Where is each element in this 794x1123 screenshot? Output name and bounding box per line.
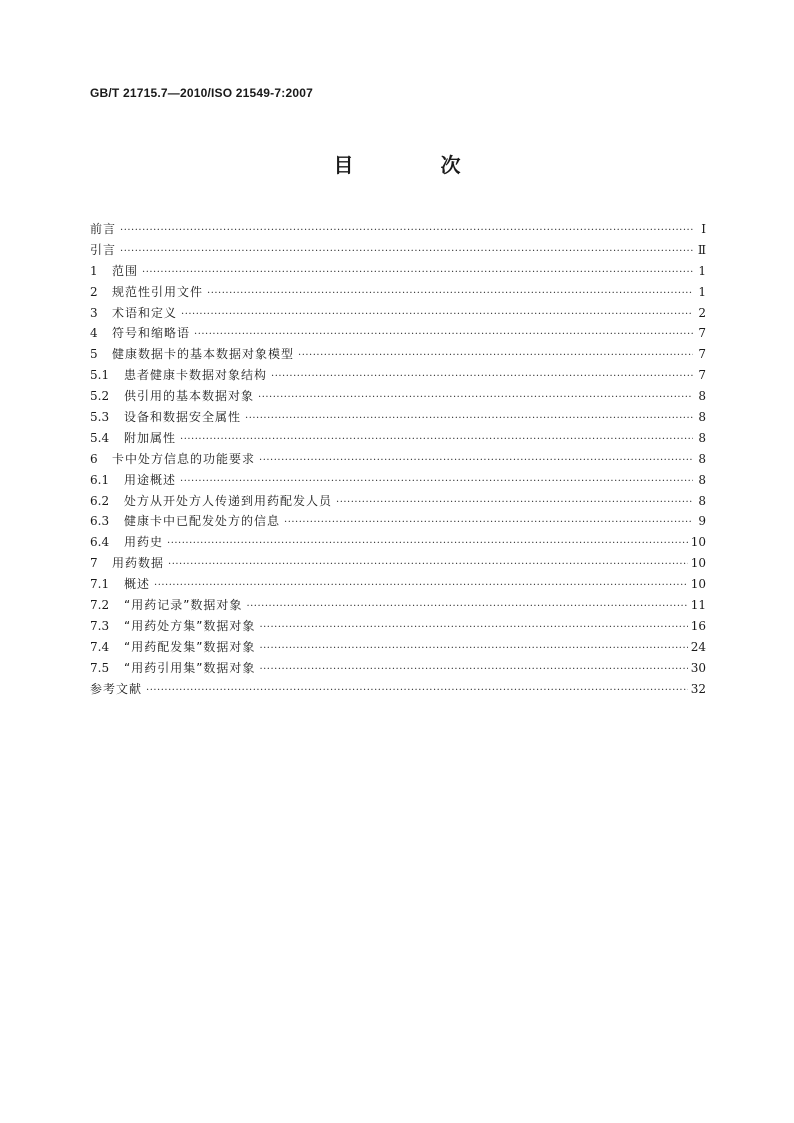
toc-entry-number: 6.3: [90, 514, 110, 529]
toc-entry-number: 1: [90, 263, 98, 278]
toc-entry-number: 6.1: [90, 472, 110, 487]
toc-entry-5-2[interactable]: [90, 386, 706, 407]
toc-entry-text: 用药数据: [112, 556, 165, 571]
toc-leader-dots: [207, 284, 693, 305]
toc-entry-text: “用药处方集”数据对象: [124, 618, 256, 633]
toc-entry-7-5[interactable]: [90, 658, 706, 679]
toc-entry-7-1[interactable]: [90, 574, 706, 595]
toc-entry-number: 7.5: [90, 660, 110, 675]
toc-leader-dots: [259, 660, 687, 681]
toc-entry-6-4[interactable]: [90, 532, 706, 553]
toc-leader-dots: [146, 681, 688, 702]
toc-leader-dots: [259, 618, 687, 639]
toc-entry-2[interactable]: [90, 282, 706, 303]
table-of-contents: [90, 219, 706, 699]
toc-entry-number: 6.4: [90, 535, 110, 550]
toc-leader-dots: [180, 472, 693, 493]
toc-entry-text: 规范性引用文件: [112, 284, 204, 299]
toc-entry-text: 参考文献: [90, 681, 143, 696]
toc-leader-dots: [120, 221, 693, 242]
toc-entry-page: 30: [690, 660, 706, 675]
toc-leader-dots: [284, 513, 693, 534]
toc-leader-dots: [336, 493, 693, 514]
toc-leader-dots: [154, 576, 688, 597]
toc-leader-dots: [167, 534, 688, 555]
toc-entry-number: 4: [90, 326, 98, 341]
toc-entry-page: 7: [698, 347, 706, 362]
toc-entry-text: 卡中处方信息的功能要求: [112, 451, 256, 466]
toc-entry-number: 5.1: [90, 368, 110, 383]
toc-entry-text: 符号和缩略语: [112, 326, 191, 341]
toc-entry-page: 10: [690, 577, 706, 592]
toc-entry-page: 1: [698, 284, 706, 299]
toc-leader-dots: [246, 597, 687, 618]
toc-leader-dots: [120, 242, 693, 263]
toc-entry-page: 9: [698, 514, 706, 529]
toc-leader-dots: [298, 346, 693, 367]
toc-entry-foreword[interactable]: [90, 219, 706, 240]
toc-entry-page: 10: [690, 556, 706, 571]
toc-entry-text: “用药记录”数据对象: [124, 598, 243, 613]
toc-entry-number: 3: [90, 305, 98, 320]
toc-entry-text: 设备和数据安全属性: [124, 410, 242, 425]
toc-entry-page: 8: [698, 451, 706, 466]
toc-entry-number: 5: [90, 347, 98, 362]
toc-entry-introduction[interactable]: [90, 240, 706, 261]
toc-entry-5-1[interactable]: [90, 365, 706, 386]
toc-entry-6-2[interactable]: [90, 491, 706, 512]
toc-entry-page: 8: [698, 472, 706, 487]
toc-leader-dots: [271, 367, 693, 388]
toc-entry-page: 8: [698, 389, 706, 404]
toc-leader-dots: [194, 325, 693, 346]
toc-entry-7-3[interactable]: [90, 616, 706, 637]
toc-entry-bibliography[interactable]: [90, 679, 706, 700]
toc-entry-number: 7.2: [90, 598, 110, 613]
toc-leader-dots: [259, 639, 687, 660]
toc-leader-dots: [180, 430, 693, 451]
toc-entry-7-4[interactable]: [90, 637, 706, 658]
toc-entry-page: 8: [698, 493, 706, 508]
toc-entry-number: 7.4: [90, 639, 110, 654]
toc-entry-page: Ⅰ: [701, 222, 706, 236]
standard-code-header: GB/T 21715.7—2010/ISO 21549-7:2007: [90, 86, 313, 100]
toc-entry-text: 用药史: [124, 535, 164, 550]
toc-entry-page: 32: [690, 681, 706, 696]
toc-entry-text: 供引用的基本数据对象: [124, 389, 255, 404]
toc-entry-text: 患者健康卡数据对象结构: [124, 368, 268, 383]
toc-entry-number: 5.2: [90, 389, 110, 404]
toc-entry-text: 健康卡中已配发处方的信息: [124, 514, 281, 529]
toc-leader-dots: [142, 263, 693, 284]
toc-entry-1[interactable]: [90, 261, 706, 282]
toc-entry-number: 7.3: [90, 618, 110, 633]
toc-entry-text: 健康数据卡的基本数据对象模型: [112, 347, 295, 362]
toc-entry-page: 10: [690, 535, 706, 550]
toc-entry-number: 2: [90, 284, 98, 299]
toc-entry-3[interactable]: [90, 303, 706, 324]
toc-leader-dots: [245, 409, 693, 430]
toc-entry-text: 概述: [124, 577, 151, 592]
toc-entry-7-2[interactable]: [90, 595, 706, 616]
toc-entry-page: 1: [698, 263, 706, 278]
toc-entry-6-1[interactable]: [90, 470, 706, 491]
toc-entry-text: 处方从开处方人传递到用药配发人员: [124, 493, 333, 508]
toc-entry-page: 2: [698, 305, 706, 320]
toc-leader-dots: [181, 305, 693, 326]
toc-entry-text: 引言: [90, 242, 117, 257]
toc-entry-text: “用药配发集”数据对象: [124, 639, 256, 654]
toc-entry-6-3[interactable]: [90, 511, 706, 532]
toc-entry-6[interactable]: [90, 449, 706, 470]
toc-entry-text: 附加属性: [124, 430, 177, 445]
toc-entry-number: 6.2: [90, 493, 110, 508]
toc-entry-page: 24: [690, 639, 706, 654]
toc-entry-text: 前言: [90, 222, 117, 236]
toc-title: 目 次: [333, 153, 501, 177]
toc-leader-dots: [258, 388, 693, 409]
toc-entry-7[interactable]: [90, 553, 706, 574]
toc-entry-text: “用药引用集”数据对象: [124, 660, 256, 675]
toc-leader-dots: [168, 555, 688, 576]
toc-entry-number: 5.4: [90, 430, 110, 445]
toc-entry-page: 7: [698, 326, 706, 341]
toc-entry-page: 7: [698, 368, 706, 383]
toc-entry-text: 范围: [112, 263, 139, 278]
toc-entry-text: 术语和定义: [112, 305, 178, 320]
toc-entry-number: 6: [90, 451, 98, 466]
toc-entry-text: 用途概述: [124, 472, 177, 487]
toc-entry-5-4[interactable]: [90, 428, 706, 449]
toc-entry-page: 8: [698, 430, 706, 445]
toc-entry-5[interactable]: [90, 344, 706, 365]
toc-leader-dots: [259, 451, 693, 472]
toc-entry-number: 7.1: [90, 577, 110, 592]
toc-entry-4[interactable]: [90, 323, 706, 344]
toc-entry-page: 16: [690, 618, 706, 633]
toc-entry-page: Ⅱ: [697, 242, 706, 257]
toc-entry-page: 8: [698, 410, 706, 425]
toc-entry-5-3[interactable]: [90, 407, 706, 428]
toc-entry-number: 5.3: [90, 410, 110, 425]
toc-entry-page: 11: [690, 598, 706, 613]
toc-entry-number: 7: [90, 556, 98, 571]
